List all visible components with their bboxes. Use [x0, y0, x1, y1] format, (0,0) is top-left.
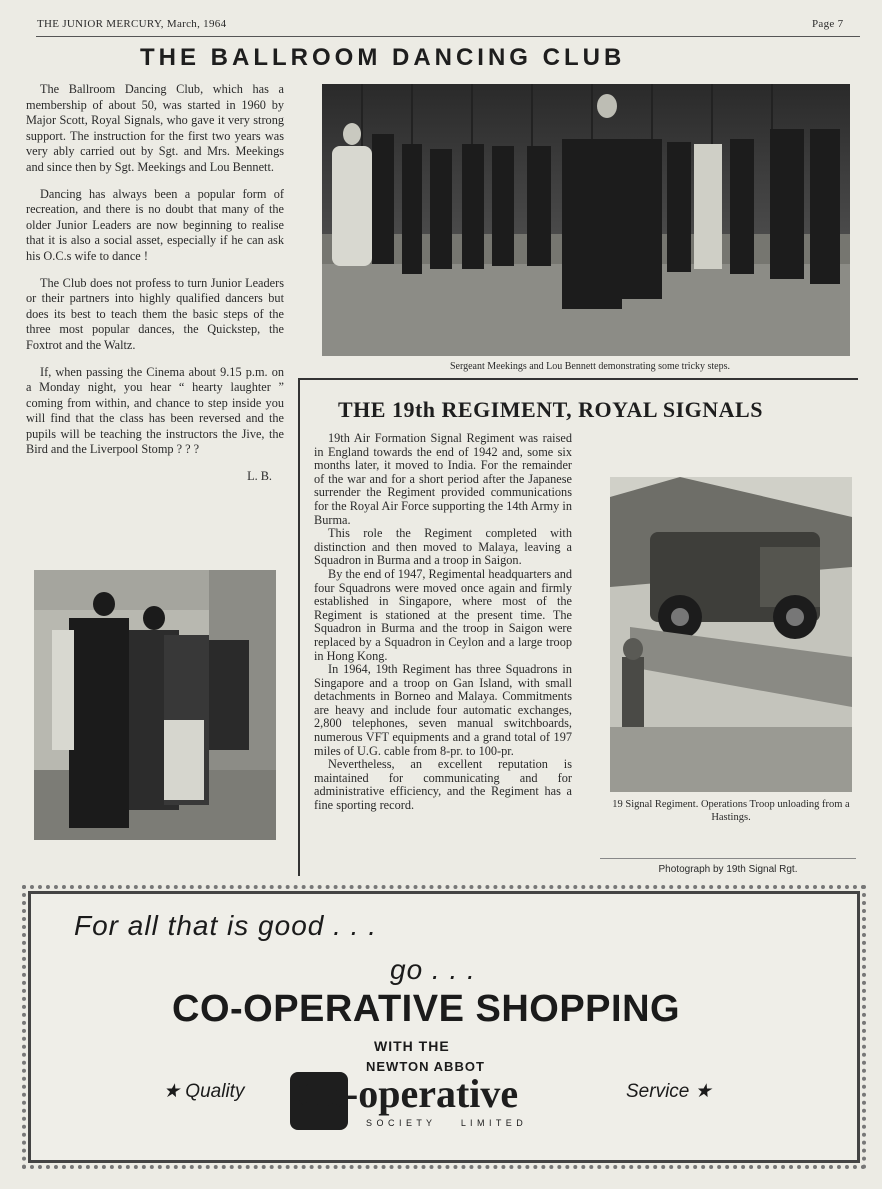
- regiment-top-rule: [298, 378, 858, 380]
- logo-society: S O C I E T Y L I M I T E D: [366, 1118, 524, 1128]
- club-article-title: THE BALLROOM DANCING CLUB: [140, 44, 626, 71]
- regiment-article-body: [314, 432, 572, 813]
- regiment-left-rule: [298, 378, 300, 876]
- dancing-demonstration-photo: [322, 84, 850, 356]
- logo-wordmark: Co-operative: [296, 1071, 519, 1116]
- regiment-paragraph: This role the Regiment completed with distinction and then moved to Malaya, leaving a Squadron in Burma and a troop in Saigon.: [314, 526, 572, 568]
- club-paragraph: The Club does not profess to turn Junior Leaders or their partners into highly qualified dancers but does its best to teach them the basic steps of the three most popular dances, the Quickstep, the Foxtrot and the Waltz.: [26, 275, 284, 352]
- ad-quality: ★ Quality: [163, 1081, 245, 1102]
- top-photo-caption: Sergeant Meekings and Lou Bennett demonstrating some tricky steps.: [449, 361, 731, 372]
- ad-with-the: WITH THE: [374, 1038, 450, 1054]
- credit-rule: [600, 858, 856, 859]
- ad-tagline-line1: For all that is good . . .: [74, 910, 378, 941]
- regiment-paragraph: Nevertheless, an excellent reputation is maintained for communicating and for administrative efficiency, and the Regiment has a fine sporting record.: [314, 757, 572, 813]
- ad-headline: CO-OPERATIVE SHOPPING: [172, 988, 681, 1030]
- ad-tagline-line2: go . . .: [390, 954, 476, 985]
- club-signature: L. B.: [247, 469, 272, 484]
- ad-service: Service ★: [626, 1081, 712, 1102]
- header-rule: [36, 36, 860, 37]
- landrover-unloading-photo: [610, 477, 852, 792]
- regiment-paragraph: In 1964, 19th Regiment has three Squadrons in Singapore and a troop on Gan Island, with small detachments in Borneo and Malaya. Commitments are heavy and include four automatic exchanges, 2,800 telephones, seven manual switchboards, numerous VFT equipments and a grand total of 197 miles of U.G. cable from 8-pr. to 100-pr.: [314, 662, 572, 758]
- page-number: Page 7: [812, 18, 844, 30]
- landrover-photo-caption: 19 Signal Regiment. Operations Troop unloading from a Hastings.: [612, 799, 850, 823]
- club-paragraph: The Ballroom Dancing Club, which has a membership of about 50, was started in 1960 by Major Scott, Royal Signals, who gave it very strong support. The instruction for the first two years was very ably carried out by Sgt. and Mrs. Meekings and since then by Sgt. Meekings and Lou Bennett.: [26, 82, 284, 174]
- ad-town: NEWTON ABBOT: [366, 1059, 485, 1074]
- club-paragraph: Dancing has always been a popular form of recreation, and there is no doubt that many of the older Junior Leaders are now beginning to realise that it is also a social asset, especially if he can ask his O.C.s wife to dance !: [26, 186, 284, 263]
- running-header-title: THE JUNIOR MERCURY, March, 1964: [37, 18, 227, 30]
- club-article-body: [26, 82, 284, 485]
- co-operative-logo: [286, 1072, 604, 1130]
- regiment-article-title: THE 19th REGIMENT, ROYAL SIGNALS: [338, 397, 763, 422]
- regiment-paragraph: By the end of 1947, Regimental headquarters and four Squadrons were moved once again and firmly established in Singapore, where most of the Regiment is stationed at the present time. The Squadron in Burma and the troop in Saigon were replaced by a Squadron in Ceylon and a large troop in Hong Kong.: [314, 566, 572, 663]
- club-paragraph: If, when passing the Cinema about 9.15 p.m. on a Monday night, you hear “ hearty laughter ” coming from within, and chance to step inside you will find that the class has been reversed and the pupils will be teaching the instructors the Jive, the Bird and the Liverpool Stomp ? ? ?: [26, 364, 284, 457]
- regiment-paragraph: 19th Air Formation Signal Regiment was raised in England towards the end of 1942 and, some six months later, it moved to India. For the remainder of the war and for a short period after the Japanese surrender the Regiment provided communications for the Royal Air Force supporting the 14th Army in Burma.: [314, 431, 572, 527]
- photo-credit: Photograph by 19th Signal Rgt.: [658, 864, 798, 875]
- dancing-class-photo: [34, 570, 276, 840]
